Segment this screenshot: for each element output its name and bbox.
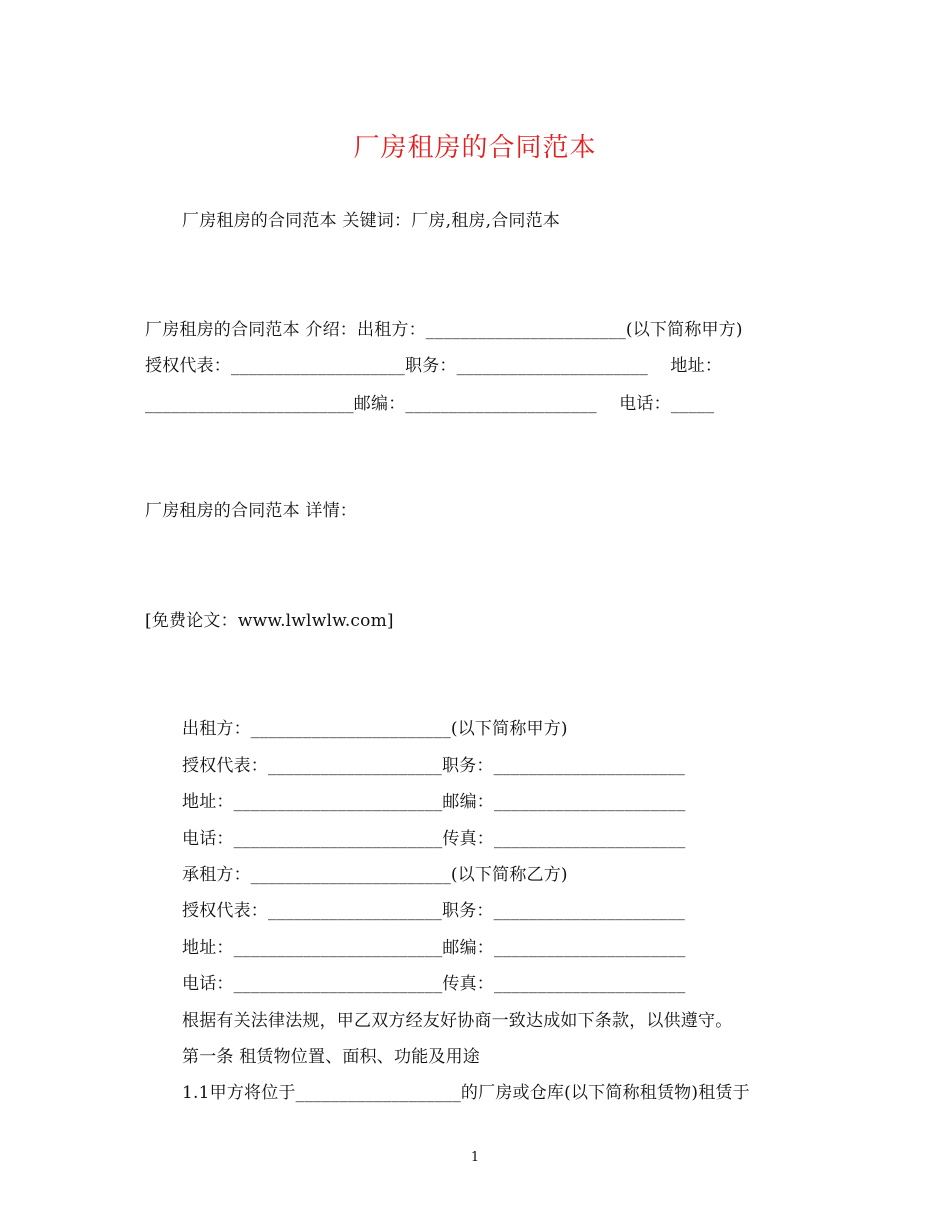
body-line: 地址：________________________邮编：______________________ xyxy=(182,938,686,958)
body-line: 电话：________________________传真：______________________ xyxy=(182,829,686,849)
body-line: 第一条 租赁物位置、面积、功能及用途 xyxy=(182,1047,481,1067)
intro-line: ________________________邮编：______________________ 电话：_____ xyxy=(145,394,715,414)
body-line: 地址：________________________邮编：______________________ xyxy=(182,792,686,812)
details-heading: 厂房租房的合同范本 详情： xyxy=(145,501,358,521)
body-line: 授权代表：____________________职务：______________________ xyxy=(182,901,685,921)
body-line: 授权代表：____________________职务：______________________ xyxy=(182,756,685,776)
body-line: 承租方：_______________________(以下简称乙方) xyxy=(182,865,568,885)
body-line: 电话：________________________传真：______________________ xyxy=(182,974,686,994)
body-line: 出租方：_______________________(以下简称甲方) xyxy=(182,719,568,739)
intro-line: 授权代表：____________________职务：______________________ 地址： xyxy=(145,356,723,376)
keywords-line: 厂房租房的合同范本 关键词：厂房,租房,合同范本 xyxy=(182,211,561,231)
body-line: 1.1甲方将位于___________________的厂房或仓库(以下简称租赁物)租赁于 xyxy=(182,1083,750,1103)
page-number: 1 xyxy=(470,1150,480,1165)
intro-line: 厂房租房的合同范本 介绍：出租方：_______________________(以下简称甲方) xyxy=(145,320,743,340)
source-note: [免费论文：www.lwlwlw.com] xyxy=(145,611,394,631)
body-line: 根据有关法律法规，甲乙双方经友好协商一致达成如下条款，以供遵守。 xyxy=(182,1011,733,1031)
document-title: 厂房租房的合同范本 xyxy=(353,133,597,163)
